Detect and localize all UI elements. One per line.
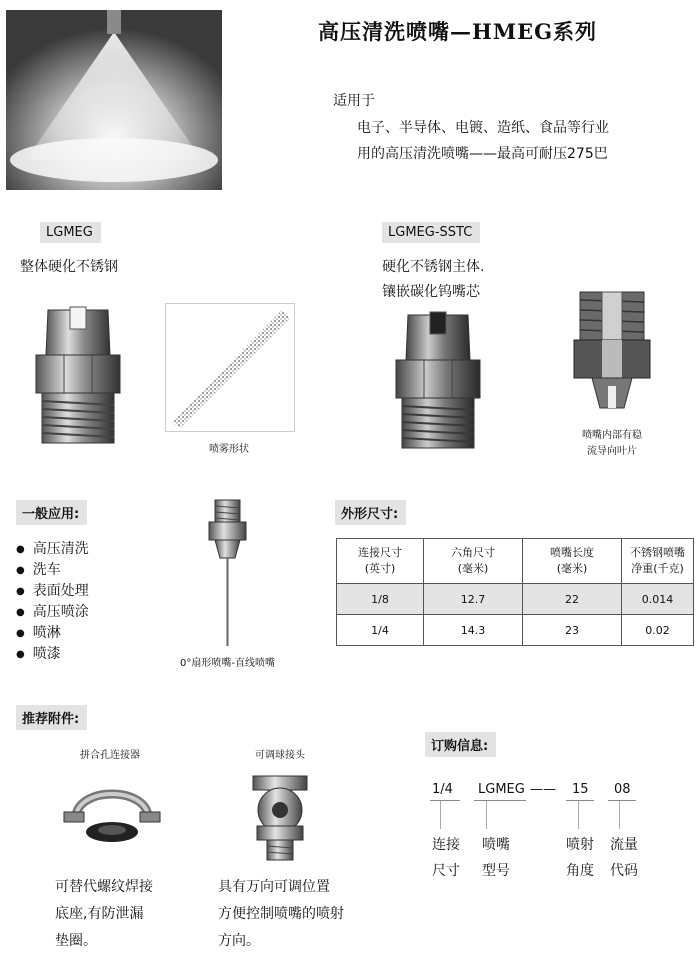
spray-shape-caption: 喷雾形状: [209, 444, 249, 455]
table-row: [337, 615, 694, 646]
dimensions-table: [336, 538, 694, 646]
split-connector-image: [62, 778, 162, 858]
order-connector: [619, 801, 620, 829]
accessory-2-desc-line-2: 方便控制喷嘴的喷射: [218, 906, 344, 922]
list-item: ● 高压喷涂: [16, 602, 89, 623]
order-code-model: LGMEG: [478, 782, 525, 797]
intro-line-1: 电子、半导体、电镀、造纸、食品等行业: [357, 120, 609, 136]
order-code-dash: ——: [530, 782, 556, 797]
accessory-2-desc-line-3: 方向。: [218, 933, 260, 949]
column-header: 六角尺寸 (毫米): [424, 539, 523, 584]
accessories-heading: 推荐附件:: [16, 705, 87, 730]
order-code-flow: 08: [614, 782, 631, 797]
order-label-model-1: 喷嘴: [482, 837, 510, 853]
spray-shape-image: [165, 303, 295, 432]
ordering-heading: 订购信息:: [425, 732, 496, 757]
table-cell: 23: [523, 615, 622, 646]
sstc-desc-line-1: 硬化不锈钢主体.: [382, 259, 485, 275]
order-connector: [578, 801, 579, 829]
table-cell: 12.7: [424, 584, 523, 615]
ball-joint-image: [245, 772, 315, 862]
order-label-size-2: 尺寸: [432, 863, 460, 879]
table-cell: 1/8: [337, 584, 424, 615]
list-item: ● 喷漆: [16, 644, 89, 665]
table-cell: 22: [523, 584, 622, 615]
table-cell: 0.014: [622, 584, 694, 615]
order-code-angle: 15: [572, 782, 589, 797]
spray-photo: [6, 10, 222, 190]
order-label-flow-2: 代码: [610, 863, 638, 879]
order-label-angle-1: 喷射: [566, 837, 594, 853]
order-connector: [486, 801, 487, 829]
order-connector: [440, 801, 441, 829]
sstc-desc-line-2: 镶嵌碳化钨嘴芯: [382, 284, 480, 300]
table-cell: 1/4: [337, 615, 424, 646]
cutaway-caption-2: 流导向叶片: [587, 446, 637, 457]
table-cell: 0.02: [622, 615, 694, 646]
column-header: 喷嘴长度 (毫米): [523, 539, 622, 584]
order-label-flow-1: 流量: [610, 837, 638, 853]
list-item: ● 洗车: [16, 560, 89, 581]
order-label-angle-2: 角度: [566, 863, 594, 879]
column-header: 不锈钢喷嘴 净重(千克): [622, 539, 694, 584]
order-underline: [566, 800, 594, 801]
accessory-1-name: 拼合孔连接器: [80, 750, 140, 761]
accessory-2-name: 可调球接头: [255, 750, 305, 761]
accessory-1-desc-line-3: 垫圈。: [55, 933, 97, 949]
order-code-size: 1/4: [432, 782, 453, 797]
table-cell: 14.3: [424, 615, 523, 646]
nozzle-cutaway-image: [572, 290, 652, 415]
cutaway-caption-1: 喷嘴内部有稳: [582, 430, 642, 441]
dimensions-heading: 外形尺寸:: [335, 500, 406, 525]
accessory-1-desc-line-1: 可替代螺纹焊接: [55, 879, 153, 895]
lgmeg-nozzle-image: [28, 305, 128, 445]
zero-degree-caption: 0°扇形喷嘴-直线喷嘴: [180, 658, 275, 669]
intro-label: 适用于: [333, 93, 375, 109]
applications-heading: 一般应用:: [16, 500, 87, 525]
accessory-2-desc-line-1: 具有万向可调位置: [218, 879, 330, 895]
list-item: ● 高压清洗: [16, 539, 89, 560]
page-title: 高压清洗喷嘴—HMEG系列: [318, 19, 598, 44]
order-label-size-1: 连接: [432, 837, 460, 853]
list-item: ● 表面处理: [16, 581, 89, 602]
table-row: [337, 584, 694, 615]
lgmeg-desc: 整体硬化不锈钢: [20, 259, 118, 275]
zero-degree-nozzle-image: [205, 498, 250, 648]
order-underline: [430, 800, 460, 801]
intro-line-2: 用的高压清洗喷嘴——最高可耐压275巴: [357, 146, 608, 162]
model-tag-lgmeg: LGMEG: [40, 222, 101, 243]
table-header-row: [337, 539, 694, 584]
order-underline: [608, 800, 636, 801]
model-tag-lgmeg-sstc: LGMEG-SSTC: [382, 222, 480, 243]
applications-list: [16, 539, 89, 665]
list-item: ● 喷淋: [16, 623, 89, 644]
order-underline: [474, 800, 526, 801]
accessory-1-desc-line-2: 底座,有防泄漏: [55, 906, 144, 922]
column-header: 连接尺寸 (英寸): [337, 539, 424, 584]
order-label-model-2: 型号: [482, 863, 510, 879]
lgmeg-sstc-nozzle-image: [388, 310, 488, 450]
